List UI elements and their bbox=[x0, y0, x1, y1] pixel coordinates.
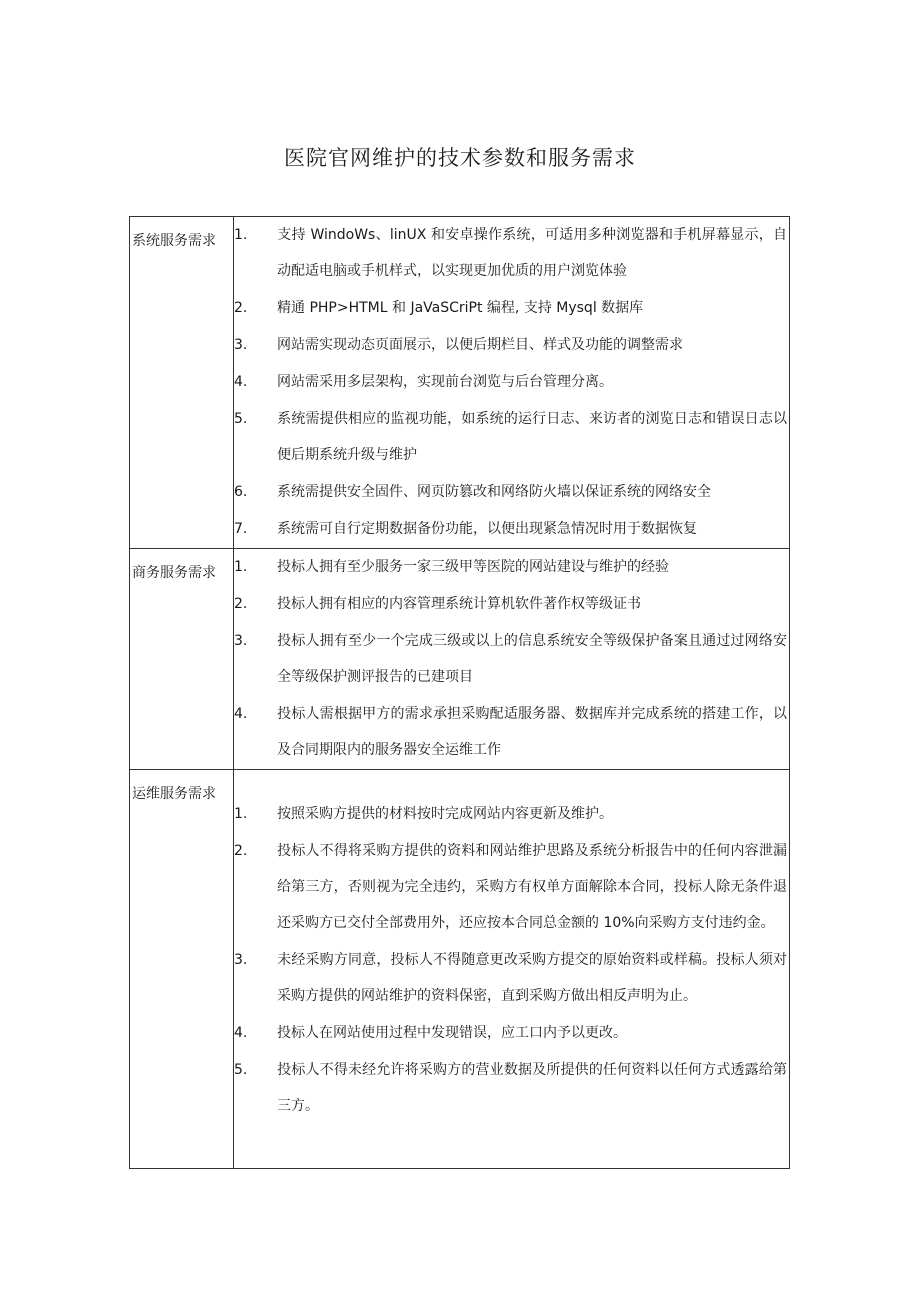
item-number: 4. bbox=[234, 1025, 248, 1041]
item-text: 系统需提供安全固件、网页防篡改和网络防火墙以保证系统的网络安全 bbox=[277, 484, 711, 500]
item-text: 投标人拥有至少一个完成三级或以上的信息系统安全等级保护备案且通过过网络安全等级保护测评报告的已建项目 bbox=[277, 633, 787, 685]
item-number: 3. bbox=[234, 952, 248, 968]
requirement-list bbox=[234, 549, 789, 768]
item-text: 网站需实现动态页面展示，以便后期栏目、样式及功能的调整需求 bbox=[277, 337, 683, 353]
category-label: 商务服务需求 bbox=[132, 565, 216, 581]
item-text: 未经采购方同意，投标人不得随意更改采购方提交的原始资料或样稿。投标人须对采购方提供的网站维护的资料保密，直到采购方做出相反声明为止。 bbox=[277, 952, 787, 1004]
category-cell bbox=[130, 217, 234, 549]
item-number: 6. bbox=[234, 484, 248, 500]
item-text: 系统需提供相应的监视功能，如系统的运行日志、来访者的浏览日志和错误日志以便后期系统升级与维护 bbox=[277, 411, 787, 463]
item-number: 3. bbox=[234, 633, 248, 649]
item-text: 投标人不得将采购方提供的资料和网站维护思路及系统分析报告中的任何内容泄漏给第三方，否则视为完全违约，采购方有权单方面解除本合同，投标人除无条件退还采购方已交付全部费用外，还应按本合同总金额的 10%向采购方支付违约金。 bbox=[277, 843, 787, 931]
document-title: 医院官网维护的技术参数和服务需求 bbox=[284, 146, 636, 170]
items-cell bbox=[234, 549, 790, 770]
item-number: 1. bbox=[234, 806, 248, 822]
requirement-list bbox=[234, 796, 789, 1124]
item-number: 4. bbox=[234, 706, 248, 722]
items-cell bbox=[234, 770, 790, 1169]
list-item bbox=[234, 586, 789, 622]
item-text: 投标人不得未经允许将采购方的营业数据及所提供的任何资料以任何方式透露给第三方。 bbox=[277, 1062, 787, 1114]
item-text: 系统需可自行定期数据备份功能，以便出现紧急情况时用于数据恢复 bbox=[277, 521, 697, 537]
list-item bbox=[234, 401, 789, 473]
item-number: 5. bbox=[234, 411, 248, 427]
item-text: 投标人拥有至少服务一家三级甲等医院的网站建设与维护的经验 bbox=[277, 559, 669, 575]
items-cell bbox=[234, 217, 790, 549]
list-item bbox=[234, 511, 789, 547]
list-item bbox=[234, 942, 789, 1014]
item-number: 4. bbox=[234, 374, 248, 390]
table-row-ops-service bbox=[130, 770, 790, 1169]
requirements-table bbox=[129, 216, 790, 1169]
item-text: 支持 WindoWs、linUX 和安卓操作系统，可适用多种浏览器和手机屏幕显示，自动配适电脑或手机样式，以实现更加优质的用户浏览体验 bbox=[277, 227, 787, 279]
list-item bbox=[234, 364, 789, 400]
list-item bbox=[234, 1015, 789, 1051]
item-text: 投标人在网站使用过程中发现错误，应工口内予以更改。 bbox=[277, 1025, 627, 1041]
item-number: 3. bbox=[234, 337, 248, 353]
item-number: 1. bbox=[234, 227, 248, 243]
list-item bbox=[234, 217, 789, 289]
item-number: 7. bbox=[234, 521, 248, 537]
table-row-system-service bbox=[130, 217, 790, 549]
list-item bbox=[234, 327, 789, 363]
item-number: 1. bbox=[234, 559, 248, 575]
item-text: 投标人需根据甲方的需求承担采购配适服务器、数据库并完成系统的搭建工作，以及合同期限内的服务器安全运维工作 bbox=[277, 706, 787, 758]
item-text: 投标人拥有相应的内容管理系统计算机软件著作权等级证书 bbox=[277, 596, 641, 612]
list-item bbox=[234, 549, 789, 585]
item-number: 2. bbox=[234, 843, 248, 859]
category-cell bbox=[130, 549, 234, 770]
list-item bbox=[234, 623, 789, 695]
item-text: 按照采购方提供的材料按时完成网站内容更新及维护。 bbox=[277, 806, 613, 822]
list-item bbox=[234, 796, 789, 832]
list-item bbox=[234, 833, 789, 941]
requirement-list bbox=[234, 217, 789, 547]
list-item bbox=[234, 290, 789, 326]
category-label: 系统服务需求 bbox=[132, 233, 216, 249]
list-item bbox=[234, 1052, 789, 1124]
category-cell bbox=[130, 770, 234, 1169]
item-text: 精通 PHP>HTML 和 JaVaSCriPt 编程, 支持 Mysql 数据库 bbox=[277, 300, 644, 316]
item-text: 网站需采用多层架构，实现前台浏览与后台管理分离。 bbox=[277, 374, 613, 390]
item-number: 2. bbox=[234, 300, 248, 316]
item-number: 5. bbox=[234, 1062, 248, 1078]
table-row-business-service bbox=[130, 549, 790, 770]
list-item bbox=[234, 474, 789, 510]
item-number: 2. bbox=[234, 596, 248, 612]
list-item bbox=[234, 696, 789, 768]
category-label: 运维服务需求 bbox=[132, 786, 216, 802]
